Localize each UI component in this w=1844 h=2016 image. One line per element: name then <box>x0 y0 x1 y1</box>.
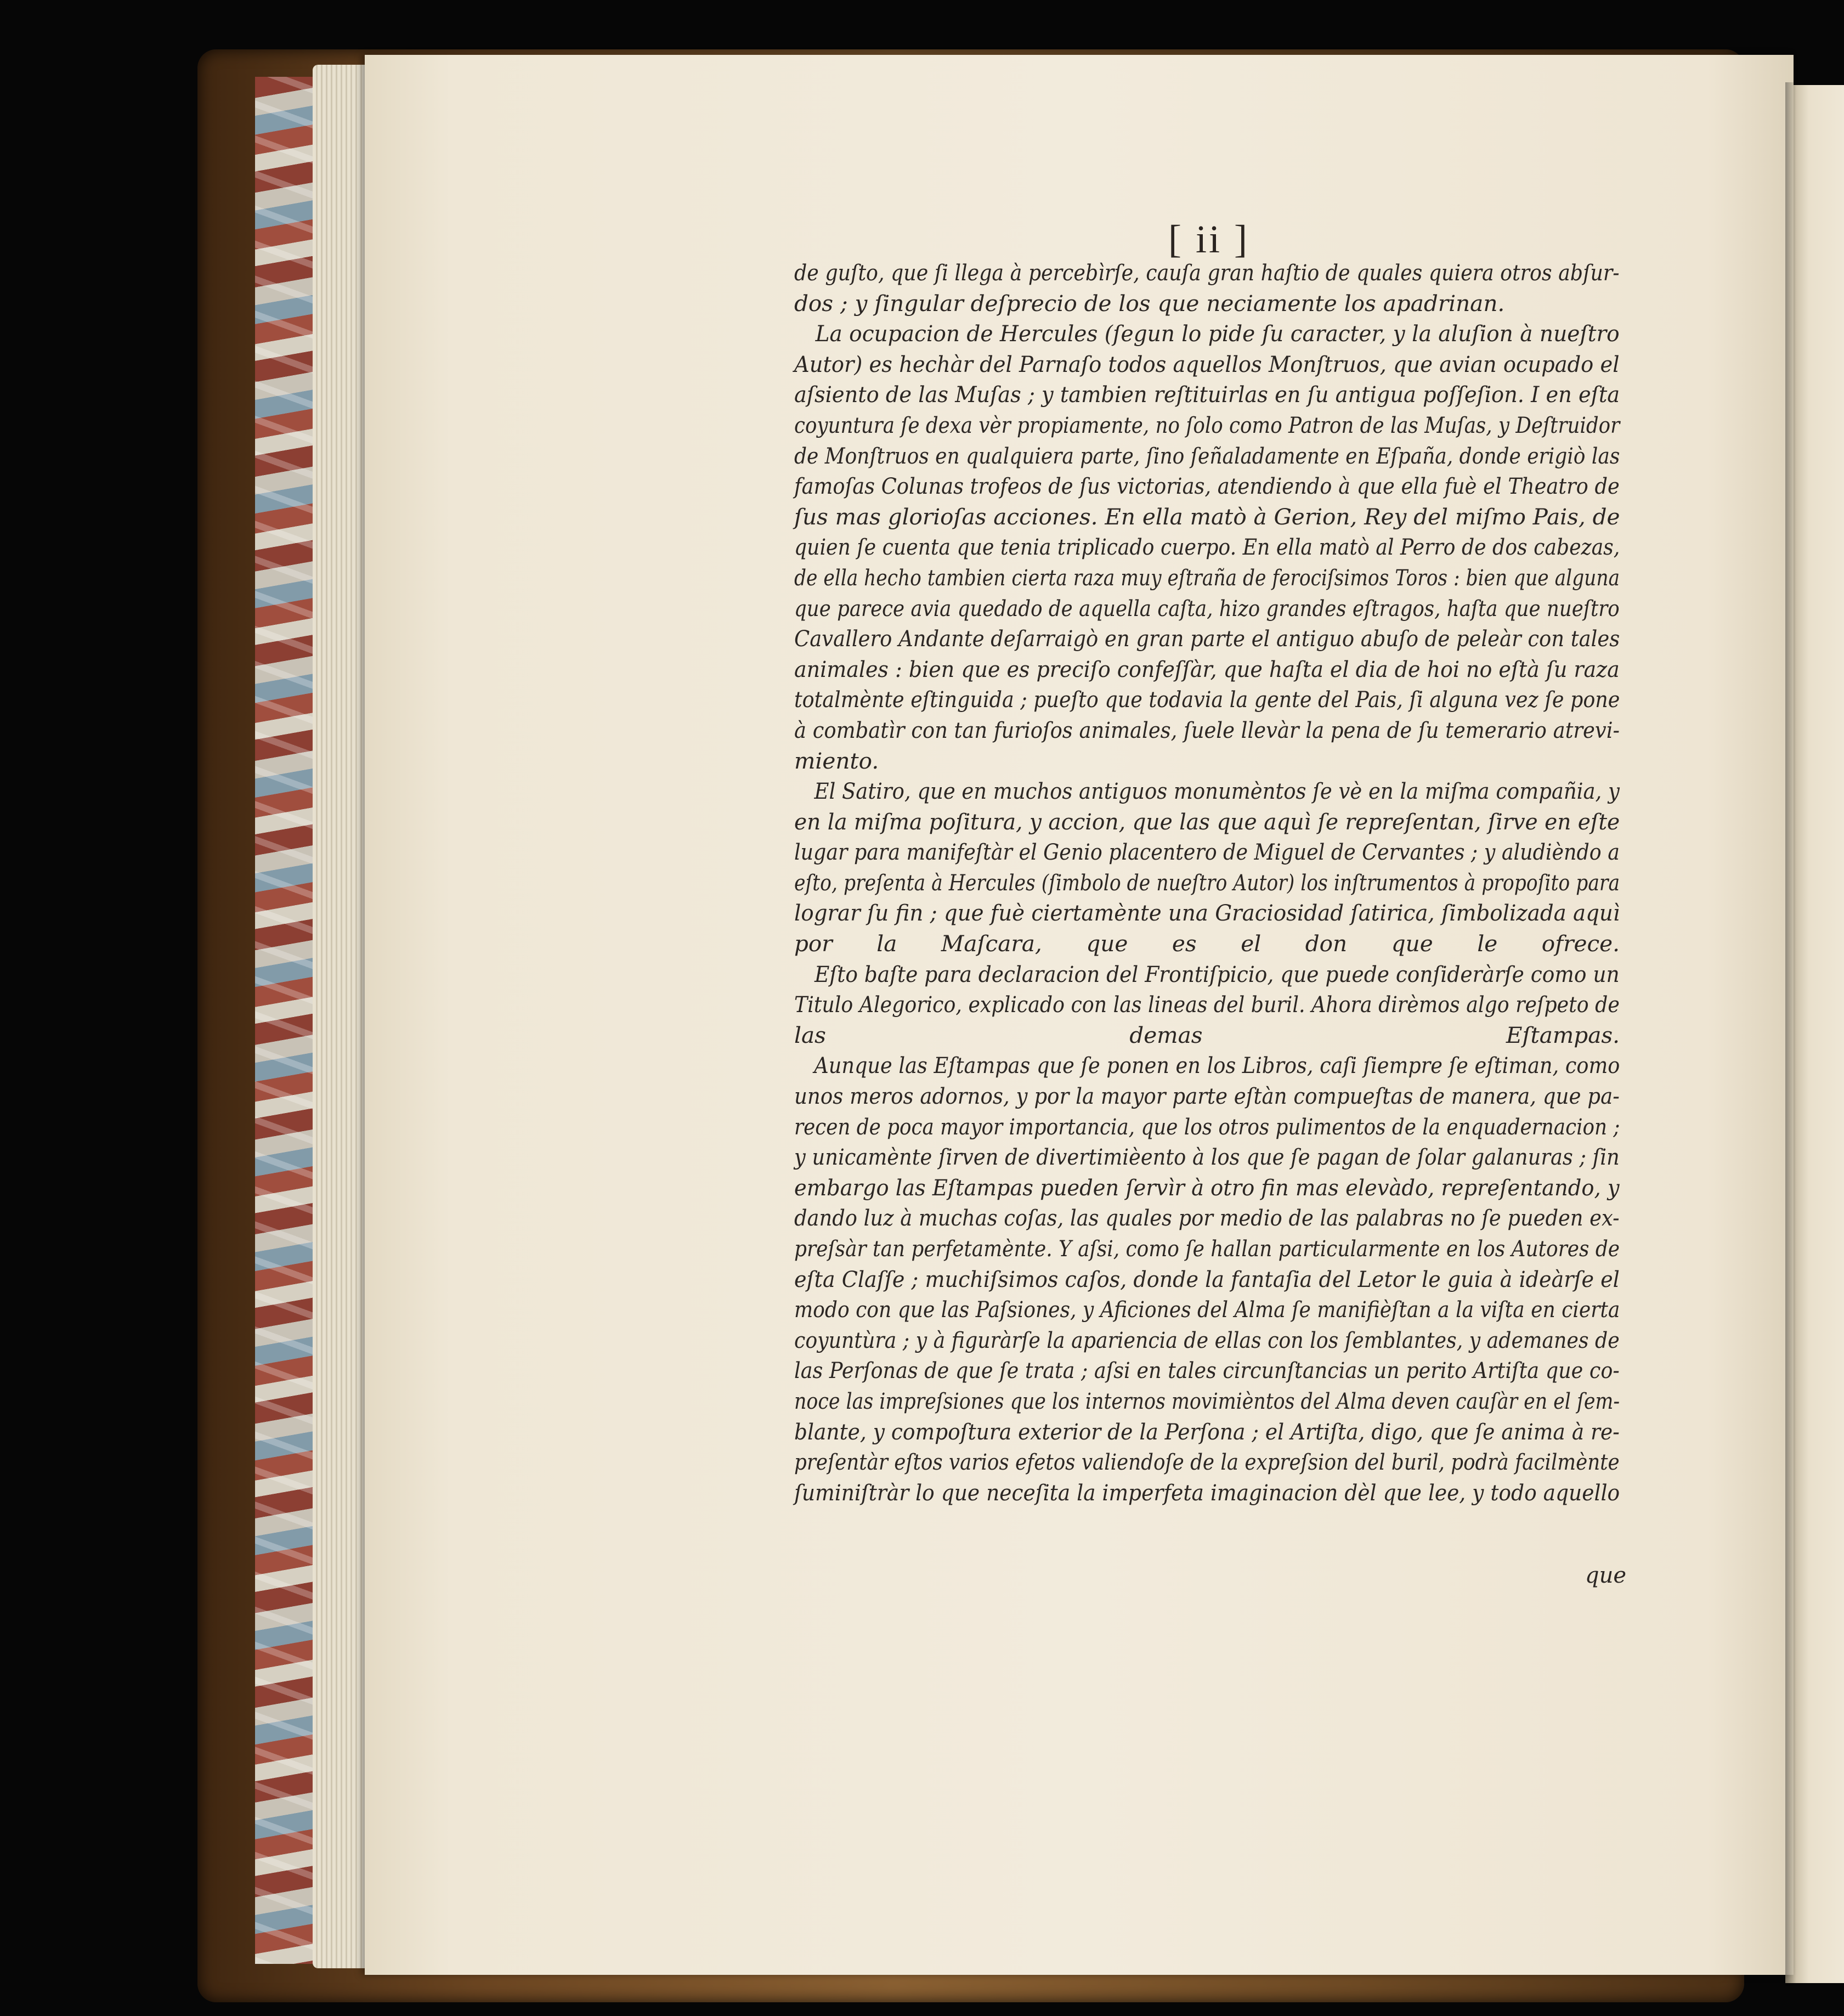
page-gutter-shadow <box>1785 82 1796 1986</box>
text-line: unos meros adornos, y por la mayor parte eſtàn compueſtas de manera, que pa- <box>794 1083 1620 1110</box>
text-line: dando luz à muchas coſas, las quales por medio de las palabras no ſe pueden ex- <box>794 1205 1620 1232</box>
text-line: por la Maſcara, que es el don que le ofrece. <box>794 930 1620 957</box>
text-line: lugar para manifeſtàr el Genio placentero de Miguel de Cervantes ; y aludièndo a <box>794 839 1620 866</box>
text-line: en la miſma poſitura, y accion, que las que aquì ſe repreſentan, ſirve en eſte <box>794 808 1620 835</box>
marbled-endpaper <box>255 77 321 1964</box>
text-line: Cavallero Andante deſarraigò en gran parte el antiguo abuſo de peleàr con tales <box>794 625 1620 652</box>
text-line: y unicamènte ſirven de divertimièento à los que ſe pagan de ſolar galanuras ; ſin <box>794 1144 1620 1171</box>
text-line: quien ſe cuenta que tenia triplicado cuerpo. En ella matò al Perro de dos cabezas, <box>794 534 1620 561</box>
text-line: animales : bien que es preciſo confeſſàr, que haſta el dia de hoi no eſtà ſu raza <box>794 656 1620 682</box>
text-line: famoſas Colunas trofeos de ſus victorias, atendiendo à que ella fuè el Theatro de <box>794 473 1620 500</box>
text-line: ſus mas glorioſas acciones. En ella matò à Gerion, Rey del miſmo Pais, de <box>794 503 1620 530</box>
text-line: coyuntùra ; y à figuràrſe la apariencia de ellas con los ſemblantes, y ademanes de <box>794 1326 1620 1353</box>
text-line: preſsàr tan perfetamènte. Y aſsi, como ſe hallan particularmente en los Autores de <box>794 1235 1620 1262</box>
text-line: à combatìr con tan furioſos animales, ſuele llevàr la pena de ſu temerario atrevi- <box>794 716 1620 743</box>
text-line: de Monſtruos en qualquiera parte, ſino ſeñaladamente en Eſpaña, donde erigiò las <box>794 442 1620 469</box>
text-line: miento. <box>794 747 879 774</box>
catchword: que <box>1585 1563 1627 1588</box>
text-line: de ella hecho tambien cierta raza muy eſtraña de ferociſsimos Toros : bien que alguna <box>794 564 1620 591</box>
text-line: blante, y compoſtura exterior de la Perſona ; el Artiſta, digo, que ſe anima à re- <box>794 1418 1620 1445</box>
text-line: que parece avia quedado de aquella caſta, hizo grandes eſtragos, haſta que nueſtro <box>794 595 1620 622</box>
text-line: ſuminiſtràr lo que neceſita la imperfeta imaginacion dèl que lee, y todo aquello <box>794 1479 1620 1506</box>
page-number: [ ii ] <box>1168 217 1249 261</box>
text-line: dos ; y ſingular deſprecio de los que neciamente los apadrinan. <box>794 290 1505 317</box>
text-line: las demas Eſtampas. <box>794 1021 1620 1048</box>
text-line: preſentàr eſtos varios efetos valiendoſe de la expreſsion del buril, podrà facilmènte <box>794 1449 1620 1476</box>
text-line: aſsiento de las Muſas ; y tambien reſtituirlas en ſu antigua poſſeſion. I en eſta <box>794 381 1620 408</box>
text-line: las Perſonas de que ſe trata ; aſsi en tales circunſtancias un perito Artiſta que co- <box>794 1357 1620 1384</box>
text-line: Aunque las Eſtampas que ſe ponen en los Libros, caſi ſiempre ſe eſtiman, como <box>814 1052 1620 1079</box>
body-text <box>794 258 1620 1508</box>
text-line: El Satiro, que en muchos antiguos monumèntos ſe vè en la miſma compañia, y <box>814 778 1620 805</box>
text-line: eſto, preſenta à Hercules (ſimbolo de nueſtro Autor) los inſtrumentos à propoſito para <box>794 869 1620 896</box>
text-line: recen de poca mayor importancia, que los otros pulimentos de la enquadernacion ; <box>794 1113 1620 1140</box>
text-line: Titulo Alegorico, explicado con las lineas del buril. Ahora dirèmos algo reſpeto de <box>794 991 1620 1018</box>
text-line: embargo las Eſtampas pueden ſervìr à otro fin mas elevàdo, repreſentando, y <box>794 1174 1620 1201</box>
text-line: lograr ſu fin ; que fuè ciertamènte una Graciosidad ſatirica, ſimbolizada aquì <box>794 900 1620 927</box>
text-line: Autor) es hechàr del Parnaſo todos aquellos Monſtruos, que avian ocupado el <box>794 351 1620 377</box>
text-line: Eſto baſte para declaracion del Frontiſpicio, que puede conſideràrſe como un <box>814 961 1620 987</box>
text-line: de guſto, que ſi llega à percebìrſe, cauſa gran haſtio de quales quiera otros abſur- <box>794 259 1620 286</box>
text-line: La ocupacion de Hercules (ſegun lo pide ſu caracter, y la aluſion à nueſtro <box>815 320 1620 347</box>
text-line: noce las impreſsiones que los internos movimièntos del Alma deven cauſàr en el ſem- <box>794 1387 1620 1414</box>
text-line: eſta Claſſe ; muchiſsimos caſos, donde la fantaſia del Letor le guia à ideàrſe el <box>794 1266 1620 1292</box>
text-line: modo con que las Paſsiones, y Aficiones del Alma ſe manifièſtan a la viſta en cierta <box>794 1296 1620 1323</box>
text-line: coyuntura ſe dexa vèr propiamente, no ſolo como Patron de las Muſas, y Deſtruidor <box>794 411 1620 438</box>
text-line: totalmènte eſtinguida ; pueſto que todavia la gente del Pais, ſi alguna vez ſe pone <box>794 686 1620 713</box>
